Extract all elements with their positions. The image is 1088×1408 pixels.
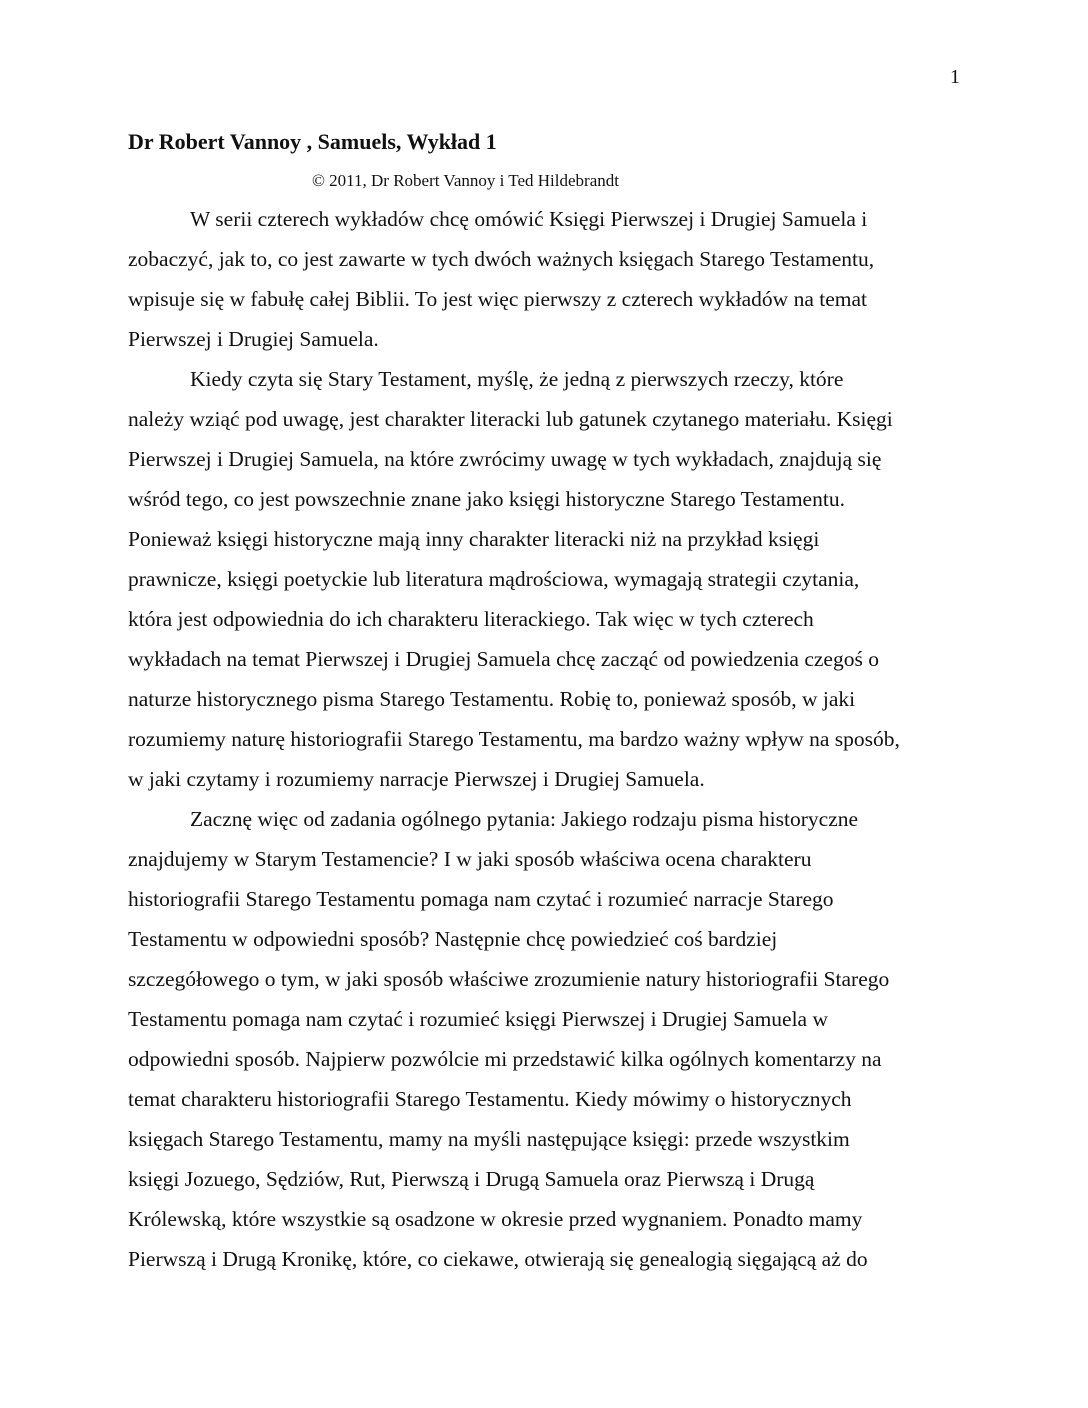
document-title: Dr Robert Vannoy , Samuels, Wykład 1 <box>128 129 497 154</box>
text-line: naturze historycznego pisma Starego Testamentu. Robię to, ponieważ sposób, w jaki <box>128 687 856 711</box>
text-line: należy wziąć pod uwagę, jest charakter literacki lub gatunek czytanego materiału. Księgi <box>128 407 893 431</box>
text-line: księgach Starego Testamentu, mamy na myśli następujące księgi: przede wszystkim <box>128 1127 850 1151</box>
text-line: Królewską, które wszystkie są osadzone w okresie przed wygnaniem. Ponadto mamy <box>128 1207 863 1231</box>
text-line: W serii czterech wykładów chcę omówić Księgi Pierwszej i Drugiej Samuela i <box>190 207 868 231</box>
text-line: Zacznę więc od zadania ogólnego pytania: Jakiego rodzaju pisma historyczne <box>190 807 859 831</box>
text-line: szczegółowego o tym, w jaki sposób właściwe zrozumienie natury historiografii Starego <box>128 967 890 991</box>
text-line: wykładach na temat Pierwszej i Drugiej Samuela chcę zacząć od powiedzenia czegoś o <box>128 647 879 671</box>
page-number: 1 <box>950 66 960 88</box>
text-line: znajdujemy w Starym Testamencie? I w jaki sposób właściwa ocena charakteru <box>128 847 812 871</box>
text-line: wpisuje się w fabułę całej Biblii. To jest więc pierwszy z czterech wykładów na temat <box>128 287 867 311</box>
text-line: Testamentu w odpowiedni sposób? Następnie chcę powiedzieć coś bardziej <box>128 927 778 951</box>
text-line: zobaczyć, jak to, co jest zawarte w tych dwóch ważnych księgach Starego Testamentu, <box>128 247 875 271</box>
text-line: Pierwszej i Drugiej Samuela, na które zwrócimy uwagę w tych wykładach, znajdują się <box>128 447 882 471</box>
text-line: Pierwszą i Drugą Kronikę, które, co ciekawe, otwierają się genealogią sięgającą aż do <box>128 1247 868 1271</box>
copyright-line: © 2011, Dr Robert Vannoy i Ted Hildebrandt <box>312 171 619 190</box>
text-line: wśród tego, co jest powszechnie znane jako księgi historyczne Starego Testamentu. <box>128 487 845 511</box>
text-line: Testamentu pomaga nam czytać i rozumieć księgi Pierwszej i Drugiej Samuela w <box>128 1007 828 1031</box>
text-line: w jaki czytamy i rozumiemy narracje Pierwszej i Drugiej Samuela. <box>128 767 705 791</box>
text-line: księgi Jozuego, Sędziów, Rut, Pierwszą i Drugą Samuela oraz Pierwszą i Drugą <box>128 1167 815 1191</box>
text-line: Pierwszej i Drugiej Samuela. <box>128 327 379 351</box>
text-line: która jest odpowiednia do ich charakteru literackiego. Tak więc w tych czterech <box>128 607 814 631</box>
document-body <box>128 203 988 1283</box>
text-line: historiografii Starego Testamentu pomaga nam czytać i rozumieć narracje Starego <box>128 887 834 911</box>
text-line: rozumiemy naturę historiografii Starego Testamentu, ma bardzo ważny wpływ na sposób, <box>128 727 900 751</box>
text-line: odpowiedni sposób. Najpierw pozwólcie mi przedstawić kilka ogólnych komentarzy na <box>128 1047 882 1071</box>
text-line: Ponieważ księgi historyczne mają inny charakter literacki niż na przykład księgi <box>128 527 820 551</box>
text-line: Kiedy czyta się Stary Testament, myślę, że jedną z pierwszych rzeczy, które <box>190 367 844 391</box>
text-line: prawnicze, księgi poetyckie lub literatura mądrościowa, wymagają strategii czytania, <box>128 567 860 591</box>
text-line: temat charakteru historiografii Starego Testamentu. Kiedy mówimy o historycznych <box>128 1087 852 1111</box>
